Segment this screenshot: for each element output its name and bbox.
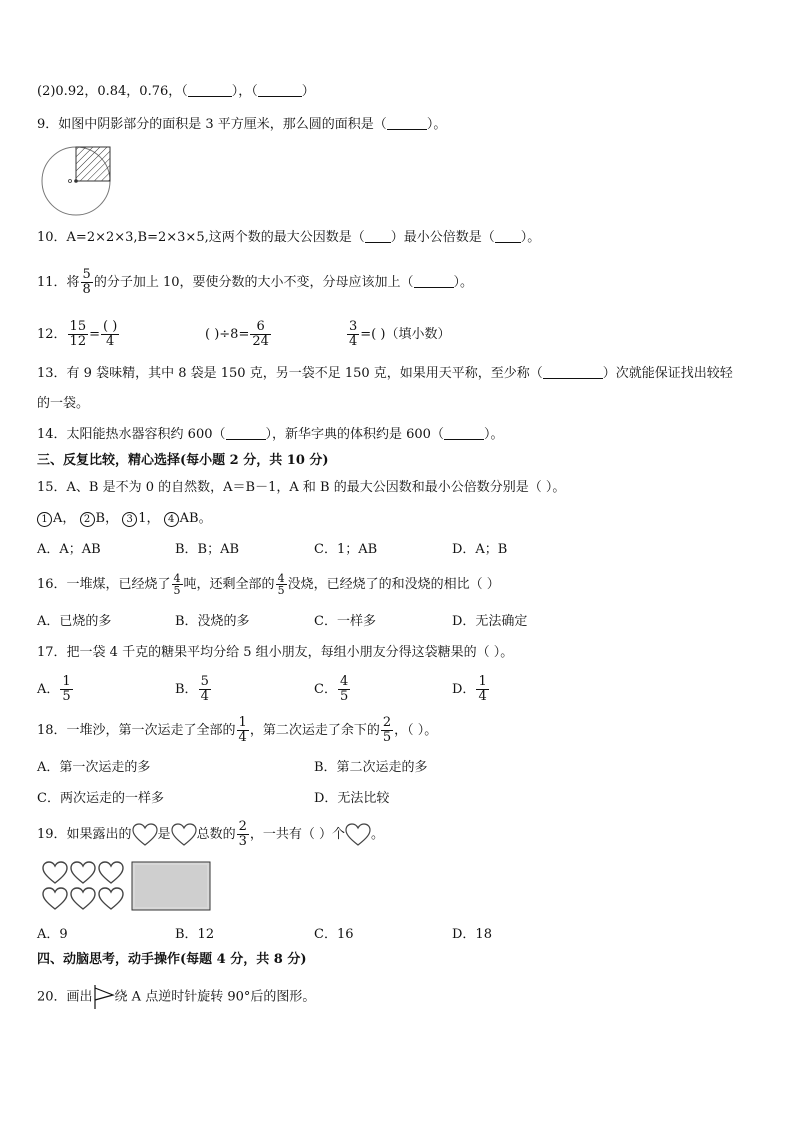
question-11: 11．将 $\frac{5}{8}$ 的分子加上 10，要使分数的大小不变，分母应该加上（ ）。 xyxy=(37,267,474,297)
question-12: 12． $\frac{15}{12}$ = $\frac{( )}{4}$ xyxy=(37,319,118,349)
option-b[interactable]: B．第二次运走的多 xyxy=(314,760,428,775)
answer-blank[interactable] xyxy=(387,117,427,130)
option-d[interactable]: D．18 xyxy=(452,927,492,942)
question-9: 9．如图中阴影部分的面积是 3 平方厘米，那么圆的面积是（ ）。 xyxy=(37,117,447,132)
circled-number: 3 xyxy=(122,512,137,527)
question-10: 10．A=2×2×3,B=2×3×5,这两个数的最大公因数是（ ）最小公倍数是（ ）。 xyxy=(37,230,541,245)
option-a[interactable]: A．A；AB xyxy=(37,542,101,557)
question-15-choices: 1 A， 2 B， 3 1， 4 AB。 xyxy=(37,511,212,527)
fraction: $\frac{3}{4}$ xyxy=(349,319,358,349)
circle-shaded-figure xyxy=(40,143,115,218)
fraction: $\frac{5}{8}$ xyxy=(82,267,91,297)
fraction: $\frac{4}{5}$ xyxy=(173,572,181,597)
option-b[interactable]: B． $\frac{5}{4}$ xyxy=(175,674,209,704)
circled-number: 2 xyxy=(80,512,95,527)
answer-blank[interactable] xyxy=(444,427,484,440)
option-a[interactable]: A． $\frac{1}{5}$ xyxy=(37,674,71,704)
fraction: $\frac{2}{5}$ xyxy=(382,715,392,745)
question-13: 13．有 9 袋味精，其中 8 袋是 150 克，另一袋不足 150 克，如果用天平称，至少称（ ）次就能保证找出较轻 xyxy=(37,366,733,381)
option-d[interactable]: D．无法比较 xyxy=(314,791,390,806)
question-20: 20．画出 绕 A 点逆时针旋转 90°后的图形。 xyxy=(37,984,315,1010)
answer-blank[interactable] xyxy=(365,230,391,243)
option-a[interactable]: A．已烧的多 xyxy=(37,614,112,629)
flag-shape-icon xyxy=(93,984,115,1010)
q8-part2: (2)0.92，0.84，0.76，（ ），（ ） xyxy=(37,84,315,99)
option-b[interactable]: B．没烧的多 xyxy=(175,614,250,629)
answer-blank[interactable] xyxy=(188,84,232,97)
question-12-part3: $\frac{3}{4}$ =( )（填小数） xyxy=(349,319,451,349)
question-17: 17．把一袋 4 千克的糖果平均分给 5 组小朋友，每组小朋友分得这袋糖果的（ ）。 xyxy=(37,645,514,660)
section-3-heading: 三、反复比较，精心选择(每小题 2 分，共 10 分) xyxy=(37,453,329,468)
heart-icon xyxy=(345,823,371,847)
heart-icon xyxy=(132,823,158,847)
answer-blank[interactable] xyxy=(258,84,302,97)
option-c[interactable]: C．16 xyxy=(314,927,354,942)
fraction: $\frac{1}{4}$ xyxy=(238,715,247,745)
option-d[interactable]: D．无法确定 xyxy=(452,614,528,629)
answer-blank[interactable] xyxy=(543,366,603,379)
question-13-cont: 的一袋。 xyxy=(37,396,90,411)
answer-blank[interactable] xyxy=(414,275,454,288)
option-b[interactable]: B．12 xyxy=(175,927,215,942)
option-d[interactable]: D． $\frac{1}{4}$ xyxy=(452,674,487,704)
fraction-blank[interactable]: $\frac{( )}{4}$ xyxy=(103,319,118,349)
option-c[interactable]: C．两次运走的一样多 xyxy=(37,791,164,806)
heart-icon xyxy=(171,823,197,847)
section-4-heading: 四、动脑思考，动手操作(每题 4 分，共 8 分) xyxy=(37,952,307,967)
option-a[interactable]: A．9 xyxy=(37,927,68,942)
option-c[interactable]: C． $\frac{4}{5}$ xyxy=(314,674,349,704)
fraction: $\frac{4}{5}$ xyxy=(277,572,285,597)
fraction: $\frac{6}{24}$ xyxy=(252,319,269,349)
question-12-part2: ( )÷8= $\frac{6}{24}$ xyxy=(205,319,269,349)
option-b[interactable]: B．B；AB xyxy=(175,542,240,557)
question-18: 18．一堆沙，第一次运走了全部的 $\frac{1}{4}$ ，第二次运走了余下的 $\frac{2}{5}$ ，（ ）。 xyxy=(37,715,438,745)
q8-text: (2)0.92，0.84，0.76，（ xyxy=(37,84,188,99)
option-c[interactable]: C．一样多 xyxy=(314,614,376,629)
question-14: 14．太阳能热水器容积约 600（ ），新华字典的体积约是 600（ ）。 xyxy=(37,427,504,442)
circled-number: 1 xyxy=(37,512,52,527)
answer-blank[interactable] xyxy=(495,230,521,243)
circled-number: 4 xyxy=(164,512,179,527)
question-15: 15．A、B 是不为 0 的自然数，A＝B－1，A 和 B 的最大公因数和最小公倍数分别是（ ）。 xyxy=(37,480,566,495)
question-19: 19．如果露出的 是 总数的 $\frac{2}{3}$ ，一共有（ ）个 。 xyxy=(37,819,385,849)
option-d[interactable]: D．A；B xyxy=(452,542,508,557)
answer-blank[interactable] xyxy=(226,427,266,440)
option-c[interactable]: C．1；AB xyxy=(314,542,378,557)
question-16: 16．一堆煤，已经烧了 $\frac{4}{5}$ 吨，还剩全部的 $\frac{4}{5}$ 没烧，已经烧了的和没烧的相比（ ） xyxy=(37,572,500,597)
fraction: $\frac{15}{12}$ xyxy=(69,319,87,349)
fraction: $\frac{2}{3}$ xyxy=(238,819,247,849)
hearts-figure xyxy=(40,860,212,914)
option-a[interactable]: A．第一次运走的多 xyxy=(37,760,151,775)
